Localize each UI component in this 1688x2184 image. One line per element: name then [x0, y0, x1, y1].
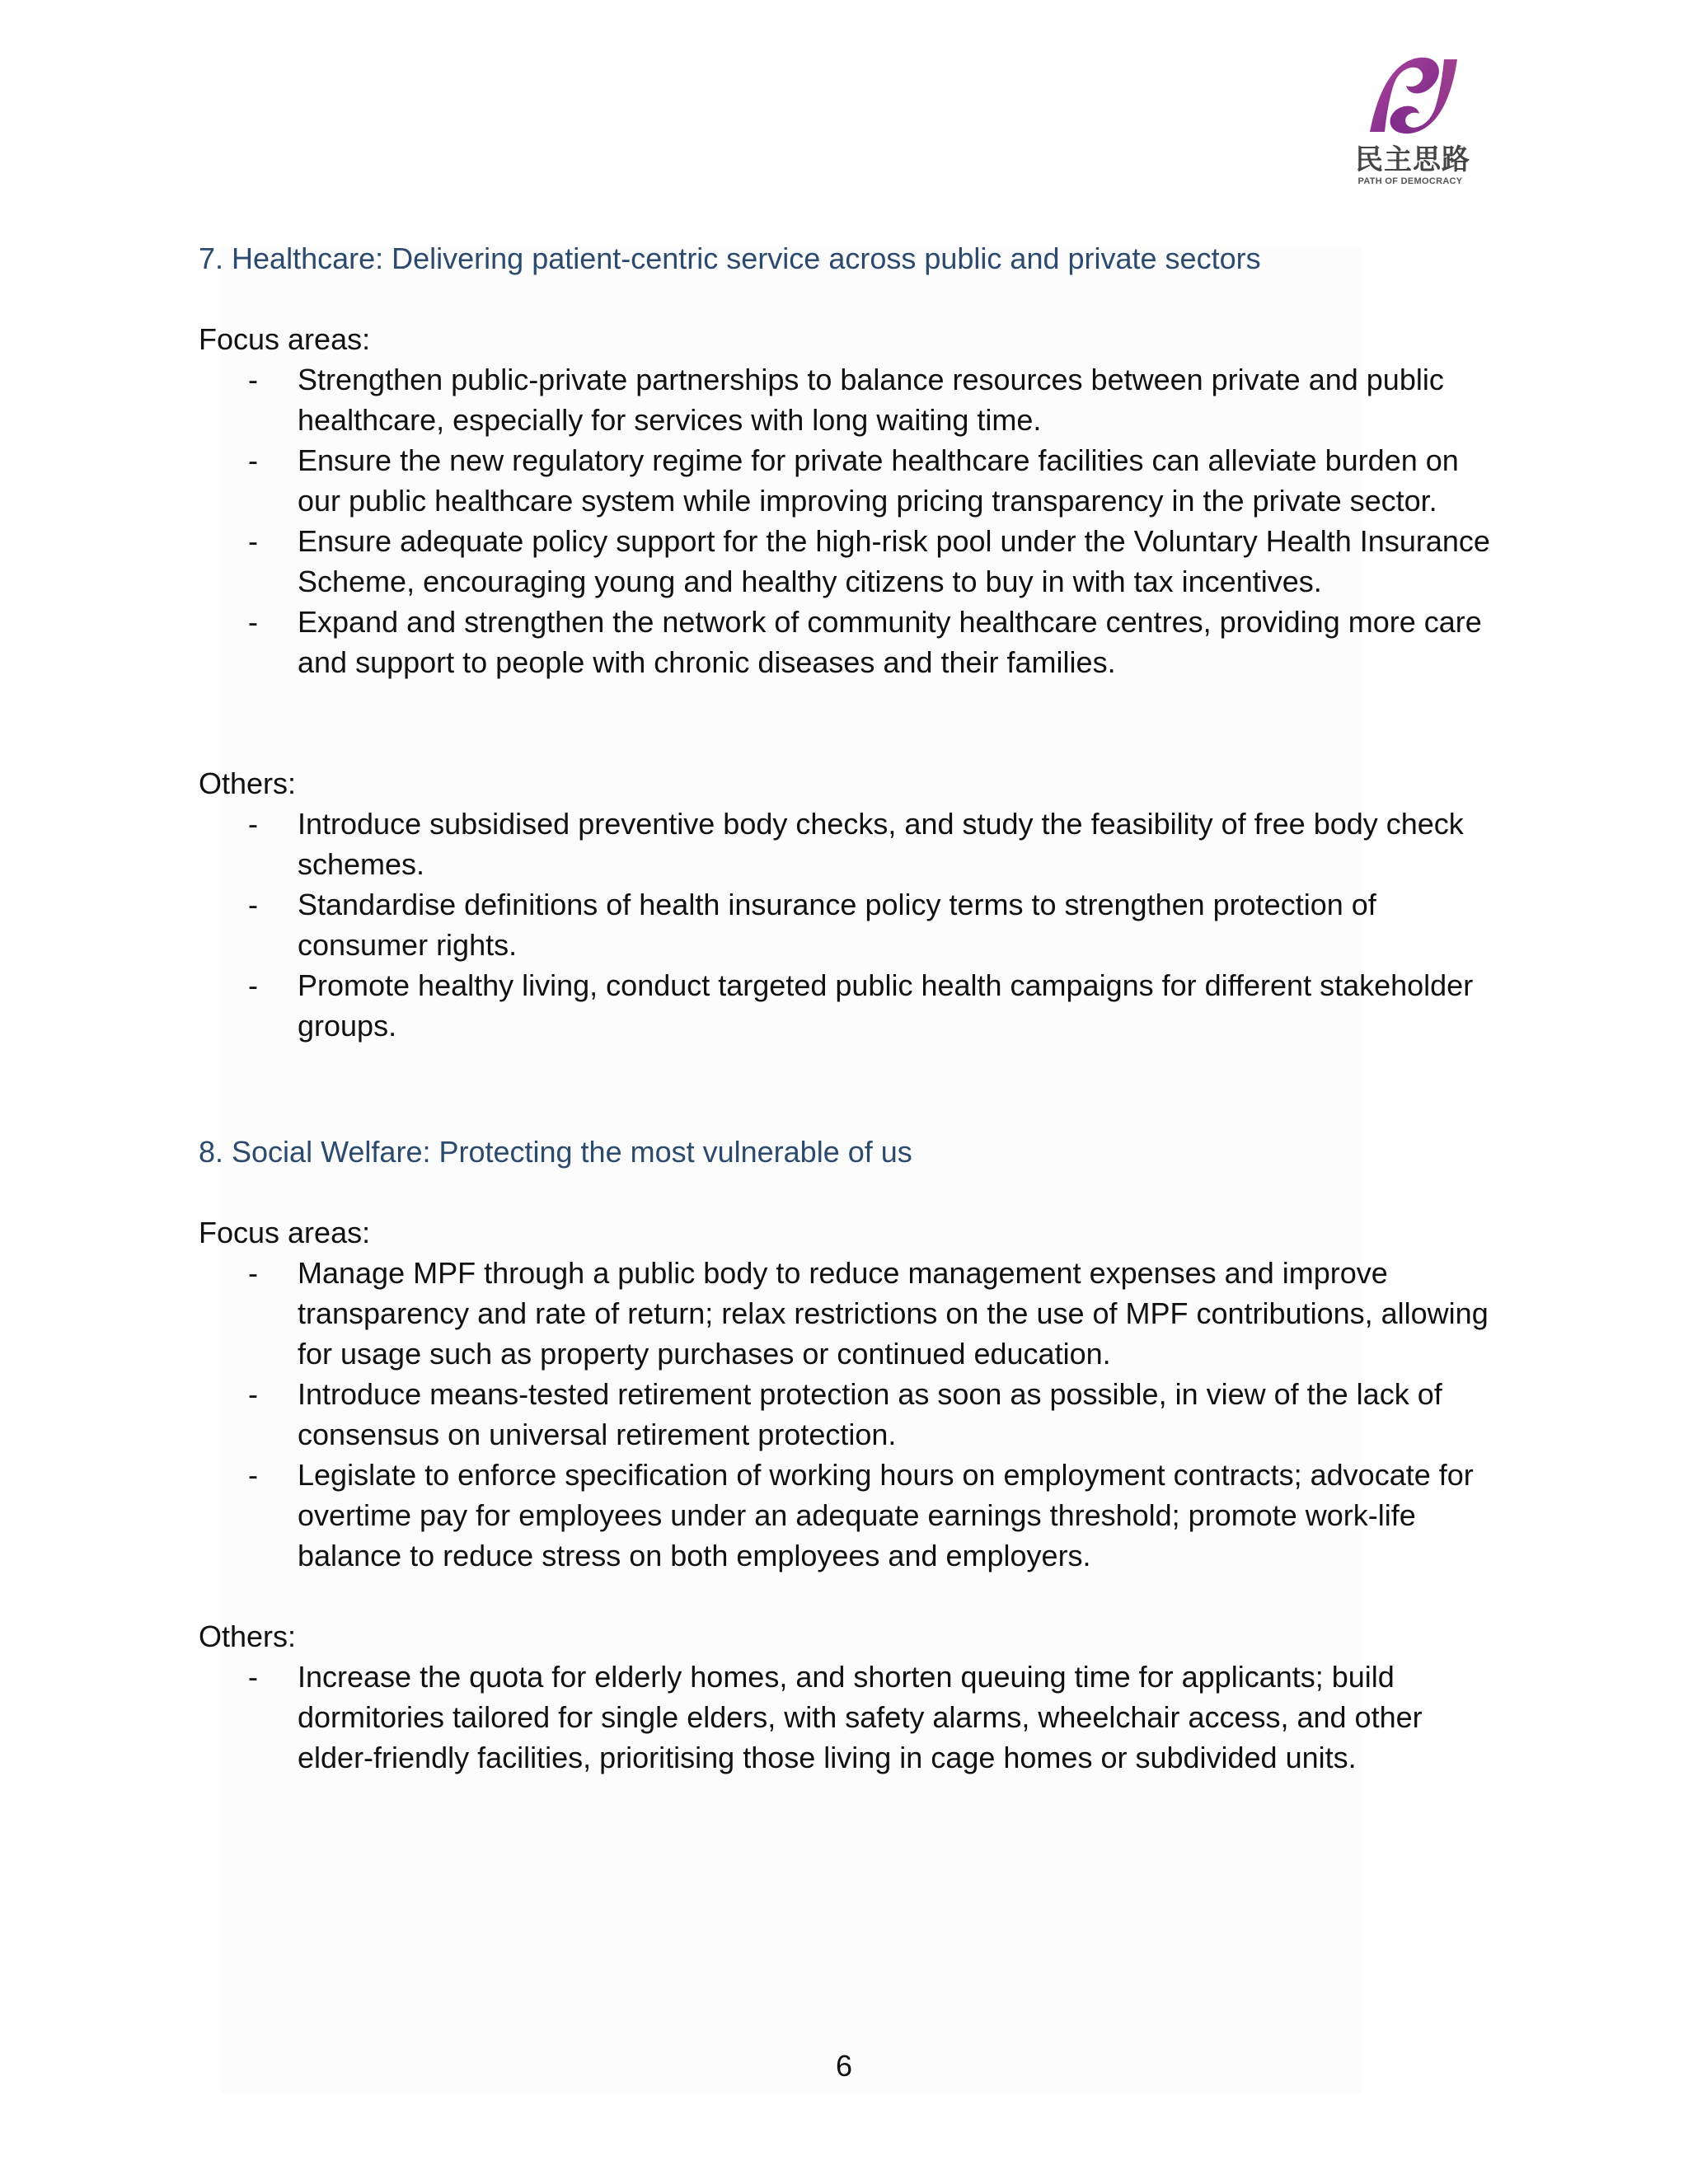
list-item: - Introduce subsidised preventive body checks, and study the feasibility of free body check schemes.: [199, 804, 1493, 884]
page-number: 6: [835, 2049, 853, 2083]
list-item: - Increase the quota for elderly homes, and shorten queuing time for applicants; build dormitories tailored for single elders, with safety alarms, wheelchair access, and other elder-friendly facilities, prioritising those living in cage homes or subdivided units.: [199, 1657, 1493, 1778]
dash-bullet-icon: -: [248, 1256, 258, 1290]
list-item: - Standardise definitions of health insurance policy terms to strengthen protection of consumer rights.: [199, 884, 1493, 965]
list-item: - Introduce means-tested retirement protection as soon as possible, in view of the lack of consensus on universal retirement protection.: [199, 1374, 1493, 1455]
social-welfare-others-list: [199, 1657, 1493, 1778]
social-welfare-focus-list: [199, 1253, 1493, 1576]
healthcare-focus-label: Focus areas:: [199, 322, 371, 356]
dash-bullet-icon: -: [248, 968, 258, 1002]
dash-bullet-icon: -: [248, 1377, 258, 1411]
list-item: - Ensure adequate policy support for the high-risk pool under the Voluntary Health Insurance Scheme, encouraging young and healthy citizens to buy in with tax incentives.: [199, 521, 1493, 602]
dash-bullet-icon: -: [248, 1458, 258, 1492]
logo-chinese-name: 民主思路: [1355, 143, 1470, 176]
dash-bullet-icon: -: [248, 363, 258, 396]
list-item: - Legislate to enforce specification of working hours on employment contracts; advocate for overtime pay for employees under an adequate earnings threshold; promote work-life balance to reduce stress on both employees and employers.: [199, 1455, 1493, 1576]
logo-english-name: PATH OF DEMOCRACY: [1357, 176, 1463, 186]
dash-bullet-icon: -: [248, 1660, 258, 1694]
social-welfare-focus-label: Focus areas:: [199, 1216, 371, 1249]
dash-bullet-icon: -: [248, 807, 258, 841]
section-heading-social-welfare: 8. Social Welfare: Protecting the most vulnerable of us: [199, 1135, 912, 1169]
dash-bullet-icon: -: [248, 443, 258, 477]
dash-bullet-icon: -: [248, 524, 258, 558]
section-heading-healthcare: 7. Healthcare: Delivering patient-centric service across public and private sectors: [199, 241, 1261, 275]
healthcare-others-label: Others:: [199, 766, 297, 800]
dash-bullet-icon: -: [248, 888, 258, 921]
list-item: - Promote healthy living, conduct targeted public health campaigns for different stakeholder groups.: [199, 965, 1493, 1046]
list-item: - Ensure the new regulatory regime for private healthcare facilities can alleviate burden on our public healthcare system while improving pricing transparency in the private sector.: [199, 440, 1493, 521]
list-item: - Manage MPF through a public body to reduce management expenses and improve transparency and rate of return; relax restrictions on the use of MPF contributions, allowing for usage such as property purchases or continued education.: [199, 1253, 1493, 1374]
list-item: - Strengthen public-private partnerships to balance resources between private and public healthcare, especially for services with long waiting time.: [199, 359, 1493, 440]
dash-bullet-icon: -: [248, 605, 258, 639]
list-item: - Expand and strengthen the network of community healthcare centres, providing more care and support to people with chronic diseases and their families.: [199, 602, 1493, 682]
social-welfare-others-label: Others:: [199, 1619, 297, 1653]
path-of-democracy-logo-icon: [1360, 51, 1467, 140]
healthcare-others-list: [199, 804, 1493, 1046]
path-of-democracy-logo: [1348, 51, 1472, 196]
healthcare-focus-list: [199, 359, 1493, 682]
